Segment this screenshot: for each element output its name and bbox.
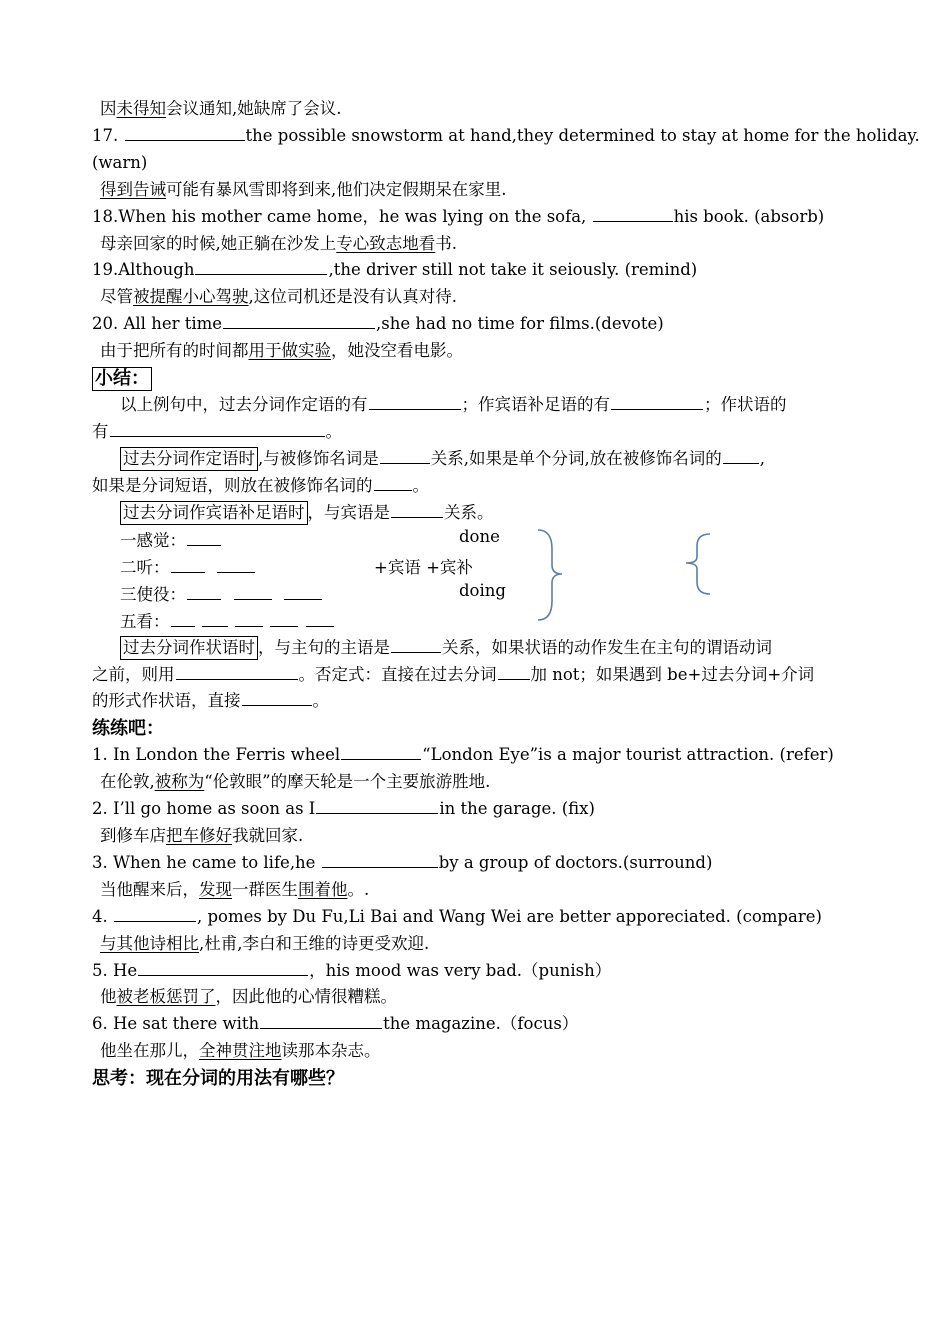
right-brace-icon: [534, 527, 574, 623]
summary-paragraph-2: 过去分词作定语时 ,与被修饰名词是 关系,如果是单个分词,放在被修饰名词的 ,: [92, 446, 872, 473]
summary-paragraph-2-cont: 如果是分词短语，则放在被修饰名词的 。: [92, 473, 872, 500]
answer-blank[interactable]: [723, 446, 759, 464]
exercise-5: 5. He ，his mood was very bad.（punish）: [92, 958, 872, 985]
done-label: done: [459, 526, 500, 546]
category-feel: 一感觉：: [120, 527, 222, 554]
answer-blank[interactable]: [316, 796, 438, 814]
think-question: 思考：现在分词的用法有哪些？: [92, 1068, 344, 1090]
boxed-term: 过去分词作状语时: [120, 636, 258, 660]
summary-paragraph-1-cont: 有 。: [92, 419, 872, 446]
answer-blank[interactable]: [138, 958, 308, 976]
summary-paragraph-3: 过去分词作宾语补足语时 ，与宾语是 关系。: [92, 500, 872, 527]
underlined-phrase: 被提醒小心驾驶: [133, 287, 249, 307]
underlined-phrase: 被称为: [154, 772, 205, 792]
question-19-chinese: 尽管被提醒小心驾驶,这位司机还是没有认真对待.: [100, 287, 457, 307]
exercise-3: 3. When he came to life,he by a group of doctors.(surround): [92, 850, 872, 877]
sentence-16-chinese: 因未得知会议通知,她缺席了会议.: [100, 99, 342, 118]
answer-blank[interactable]: [110, 419, 325, 437]
object-complement-label: +宾语 +宾补: [374, 557, 473, 577]
doing-label: doing: [459, 580, 506, 600]
underlined-phrase: 把车修好: [166, 826, 232, 846]
answer-blank[interactable]: [217, 555, 255, 573]
answer-blank[interactable]: [391, 635, 441, 653]
answer-blank[interactable]: [242, 688, 312, 706]
answer-blank[interactable]: [187, 582, 221, 600]
exercise-1: 1. In London the Ferris wheel “London Eye”is a major tourist attraction. (refer): [92, 742, 872, 769]
exercise-1-chinese: 在伦敦,被称为“伦敦眼”的摩天轮是一个主要旅游胜地.: [100, 772, 491, 792]
category-causative: 三使役：: [120, 581, 323, 608]
answer-blank[interactable]: [187, 528, 221, 546]
summary-paragraph-4: 过去分词作状语时 ，与主句的主语是 关系，如果状语的动作发生在主句的谓语动词: [92, 635, 872, 662]
answer-blank[interactable]: [341, 742, 421, 760]
underlined-phrase: 全神贯注地: [199, 1041, 282, 1061]
answer-blank[interactable]: [593, 204, 673, 222]
question-17: [92, 123, 920, 150]
answer-blank[interactable]: [171, 555, 205, 573]
answer-blank[interactable]: [202, 609, 228, 627]
summary-paragraph-4-cont: 之前，则用 。否定式：直接在过去分词 加 not；如果遇到 be+过去分词+介词: [92, 662, 872, 689]
answer-blank[interactable]: [284, 582, 322, 600]
boxed-term: 过去分词作定语时: [120, 447, 258, 471]
answer-blank[interactable]: [125, 123, 245, 141]
underlined-phrase: 用于做实验: [248, 341, 331, 361]
underlined-phrase: 被老板惩罚了: [116, 987, 216, 1007]
exercise-3-chinese: 当他醒来后，发现一群医生围着他。.: [100, 879, 370, 899]
answer-blank[interactable]: [171, 609, 195, 627]
underlined-phrase: 专心致志地看: [336, 233, 436, 253]
underlined-phrase: 发现: [199, 879, 232, 899]
answer-blank[interactable]: [391, 500, 443, 518]
worksheet-page: [92, 96, 920, 1092]
exercise-6-chinese: 他坐在那儿，全神贯注地读那本杂志。: [100, 1041, 381, 1061]
answer-blank[interactable]: [369, 392, 461, 410]
exercise-4-chinese: 与其他诗相比,杜甫,李白和王维的诗更受欢迎.: [100, 933, 430, 953]
practice-heading: 练练吧：: [92, 718, 164, 740]
exercise-2-chinese: 到修车店把车修好我就回家.: [100, 826, 304, 846]
question-number: 17.: [92, 125, 119, 145]
answer-blank[interactable]: [234, 582, 272, 600]
underlined-phrase: 未得知: [116, 99, 166, 118]
answer-blank[interactable]: [195, 257, 327, 275]
question-text: the possible snowstorm at hand,they determined to stay at home for the holiday.: [245, 125, 920, 145]
answer-blank[interactable]: [235, 609, 263, 627]
brace-path: [686, 534, 710, 594]
underlined-phrase: 围着他: [298, 879, 348, 899]
category-see: 五看：: [120, 608, 335, 635]
question-17-hint: (warn): [92, 152, 148, 172]
answer-blank[interactable]: [260, 1011, 382, 1029]
answer-blank[interactable]: [498, 662, 530, 680]
question-17-chinese: 得到告诫可能有暴风雪即将到来,他们决定假期呆在家里.: [100, 179, 507, 199]
summary-heading: 小结：: [92, 365, 872, 392]
answer-blank[interactable]: [322, 850, 438, 868]
underlined-phrase: 与其他诗相比: [100, 933, 199, 953]
answer-blank[interactable]: [114, 904, 196, 922]
answer-blank[interactable]: [306, 609, 334, 627]
summary-paragraph-1: 以上例句中，过去分词作定语的有 ；作宾语补足语的有 ；作状语的: [92, 392, 872, 419]
category-hear: 二听：: [120, 554, 256, 581]
question-19: 19.Although ,the driver still not take it seiously. (remind): [92, 257, 872, 284]
exercise-5-chinese: 他被老板惩罚了，因此他的心情很糟糕。: [100, 987, 397, 1007]
question-20-chinese: 由于把所有的时间都用于做实验，她没空看电影。: [100, 341, 463, 361]
answer-blank[interactable]: [223, 311, 375, 329]
brace-path: [538, 530, 562, 620]
answer-blank[interactable]: [176, 662, 298, 680]
left-brace-icon: [680, 531, 714, 597]
summary-paragraph-4-cont2: 的形式作状语，直接 。: [92, 688, 872, 715]
question-18: 18.When his mother came home，he was lying on the sofa, his book. (absorb): [92, 204, 872, 231]
answer-blank[interactable]: [380, 446, 430, 464]
verb-categories-table: [92, 527, 872, 635]
answer-blank[interactable]: [270, 609, 298, 627]
underlined-phrase: 得到告诫: [100, 179, 166, 199]
exercise-4: 4. , pomes by Du Fu,Li Bai and Wang Wei are better apporeciated. (compare): [92, 904, 872, 931]
question-20: 20. All her time ,she had no time for films.(devote): [92, 311, 872, 338]
exercise-2: 2. I’ll go home as soon as I in the garage. (fix): [92, 796, 872, 823]
boxed-term: 过去分词作宾语补足语时: [120, 501, 308, 525]
exercise-6: 6. He sat there with the magazine.（focus）: [92, 1011, 872, 1038]
answer-blank[interactable]: [611, 392, 703, 410]
answer-blank[interactable]: [374, 473, 412, 491]
question-18-chinese: 母亲回家的时候,她正躺在沙发上专心致志地看书.: [100, 233, 457, 253]
